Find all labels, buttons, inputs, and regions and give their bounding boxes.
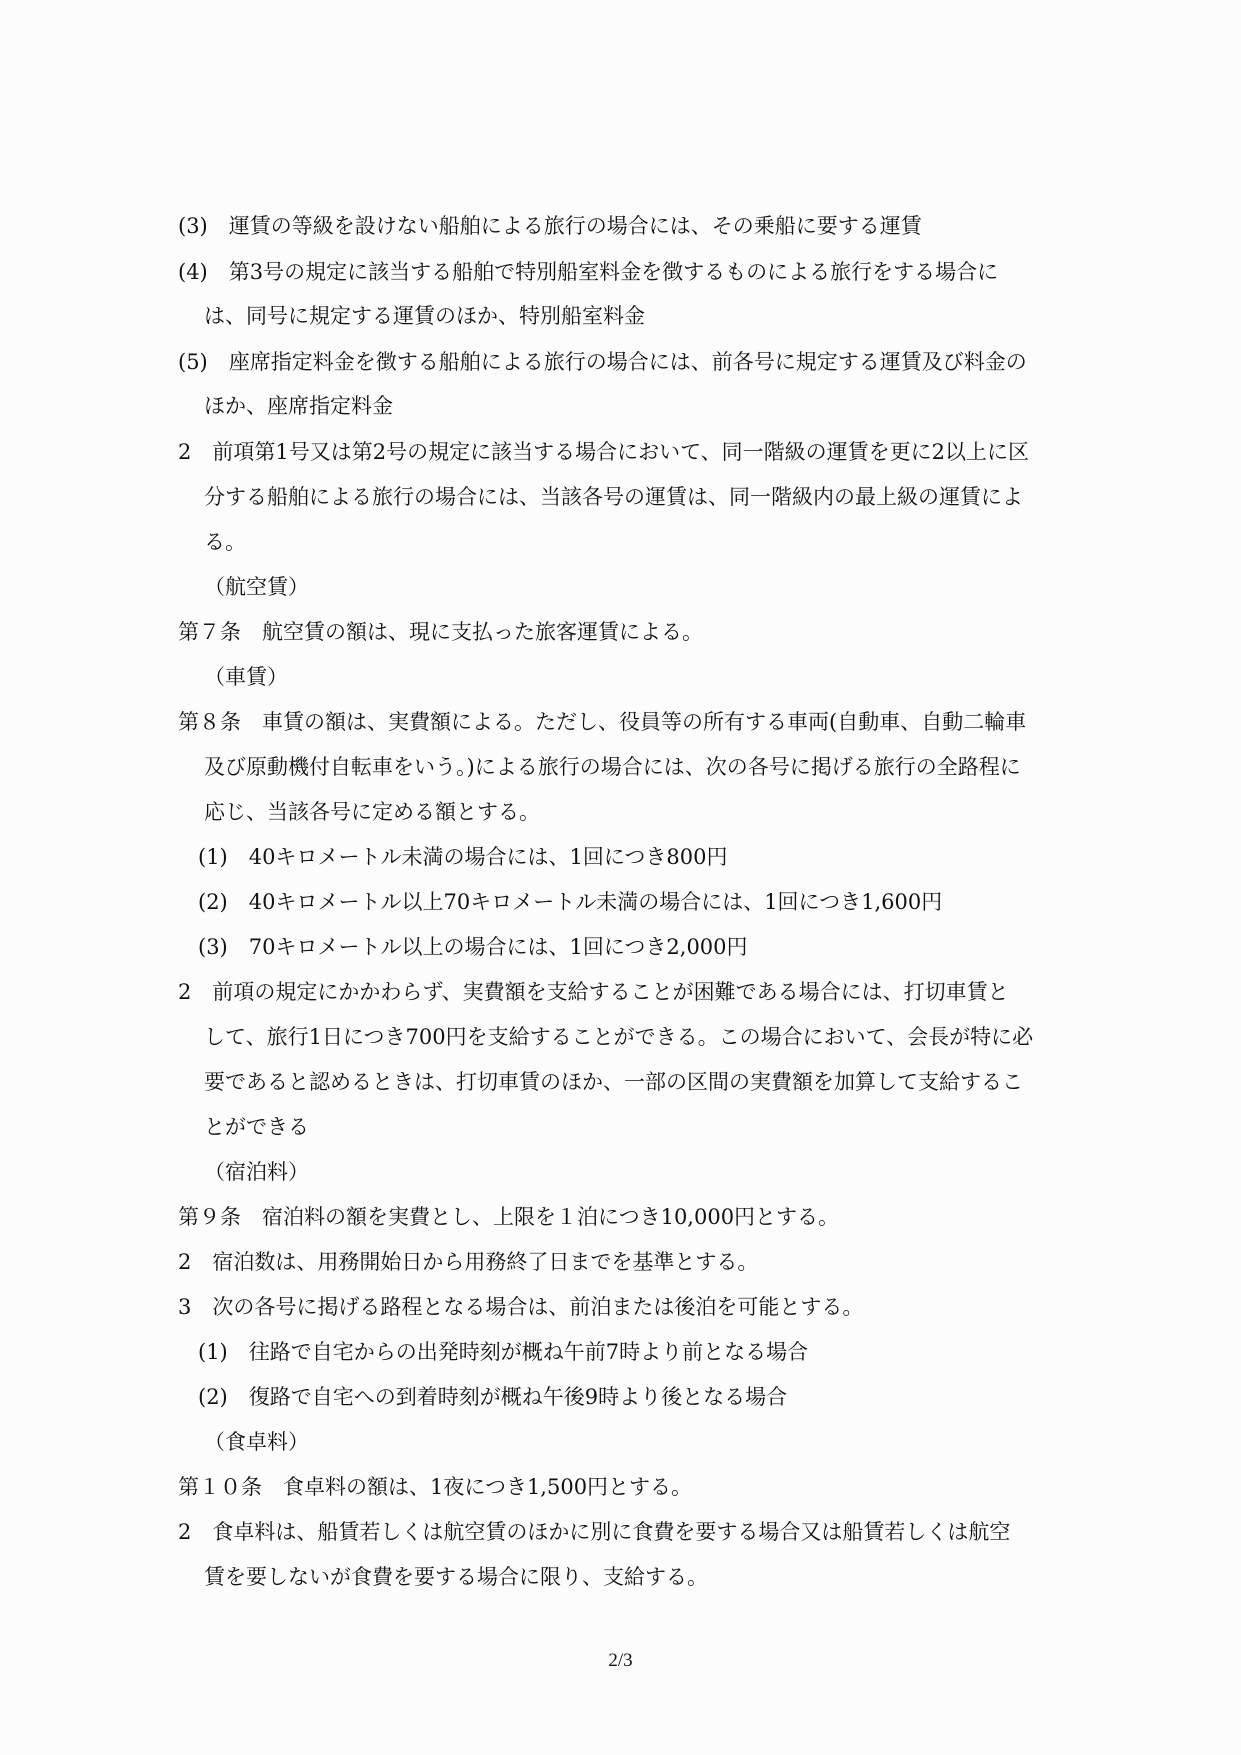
text-line: (3) 運賃の等級を設けない船舶による旅行の場合には、その乗船に要する運賃 (178, 214, 922, 238)
text-line: 2 前項第1号又は第2号の規定に該当する場合において、同一階級の運賃を更に2以上に区 (178, 440, 1030, 464)
text-line: ほか、座席指定料金 (204, 394, 393, 418)
text-line: 要であると認めるときは、打切車賃のほか、一部の区間の実費額を加算して支給するこ (204, 1070, 1023, 1094)
text-line: 賃を要しないが食費を要する場合に限り、支給する。 (204, 1565, 708, 1589)
text-line: は、同号に規定する運賃のほか、特別船室料金 (204, 304, 645, 328)
section-heading: （車賃） (204, 665, 288, 689)
text-line: 及び原動機付自転車をいう。)による旅行の場合には、次の各号に掲げる旅行の全路程に (204, 755, 1021, 779)
text-line: とができる (204, 1115, 309, 1139)
text-line: (2) 復路で自宅への到着時刻が概ね午後9時より後となる場合 (198, 1385, 788, 1409)
section-heading: （食卓料） (204, 1430, 309, 1454)
section-heading: （宿泊料） (204, 1160, 309, 1184)
text-line: る。 (204, 530, 246, 554)
article-line: 第１０条 食卓料の額は、1夜につき1,500円とする。 (178, 1475, 693, 1499)
article-line: 第８条 車賃の額は、実費額による。ただし、役員等の所有する車両(自動車、自動二輪車 (178, 710, 1027, 734)
text-line: (3) 70キロメートル以上の場合には、1回につき2,000円 (198, 935, 748, 959)
text-line: 応じ、当該各号に定める額とする。 (204, 800, 540, 824)
text-line: 分する船舶による旅行の場合には、当該各号の運賃は、同一階級内の最上級の運賃によ (204, 485, 1023, 509)
text-line: 3 次の各号に掲げる路程となる場合は、前泊または後泊を可能とする。 (178, 1295, 864, 1319)
text-line: 2 食卓料は、船賃若しくは航空賃のほかに別に食費を要する場合又は船賃若しくは航空 (178, 1520, 1011, 1544)
article-line: 第７条 航空賃の額は、現に支払った旅客運賃による。 (178, 620, 703, 644)
page-number: 2/3 (608, 1650, 633, 1671)
text-line: (1) 往路で自宅からの出発時刻が概ね午前7時より前となる場合 (198, 1340, 809, 1364)
text-line: (4) 第3号の規定に該当する船舶で特別船室料金を徴するものによる旅行をする場合に (178, 260, 999, 284)
text-line: (5) 座席指定料金を徴する船舶による旅行の場合には、前各号に規定する運賃及び料金の (178, 350, 1027, 374)
section-heading: （航空賃） (204, 575, 309, 599)
text-line: (2) 40キロメートル以上70キロメートル未満の場合には、1回につき1,600円 (198, 890, 943, 914)
article-line: 第９条 宿泊料の額を実費とし、上限を１泊につき10,000円とする。 (178, 1205, 840, 1229)
text-line: 2 前項の規定にかかわらず、実費額を支給することが困難である場合には、打切車賃と (178, 980, 1009, 1004)
text-line: して、旅行1日につき700円を支給することができる。この場合において、会長が特に必 (204, 1025, 1034, 1049)
text-line: 2 宿泊数は、用務開始日から用務終了日までを基準とする。 (178, 1250, 759, 1274)
text-line: (1) 40キロメートル未満の場合には、1回につき800円 (198, 845, 728, 869)
